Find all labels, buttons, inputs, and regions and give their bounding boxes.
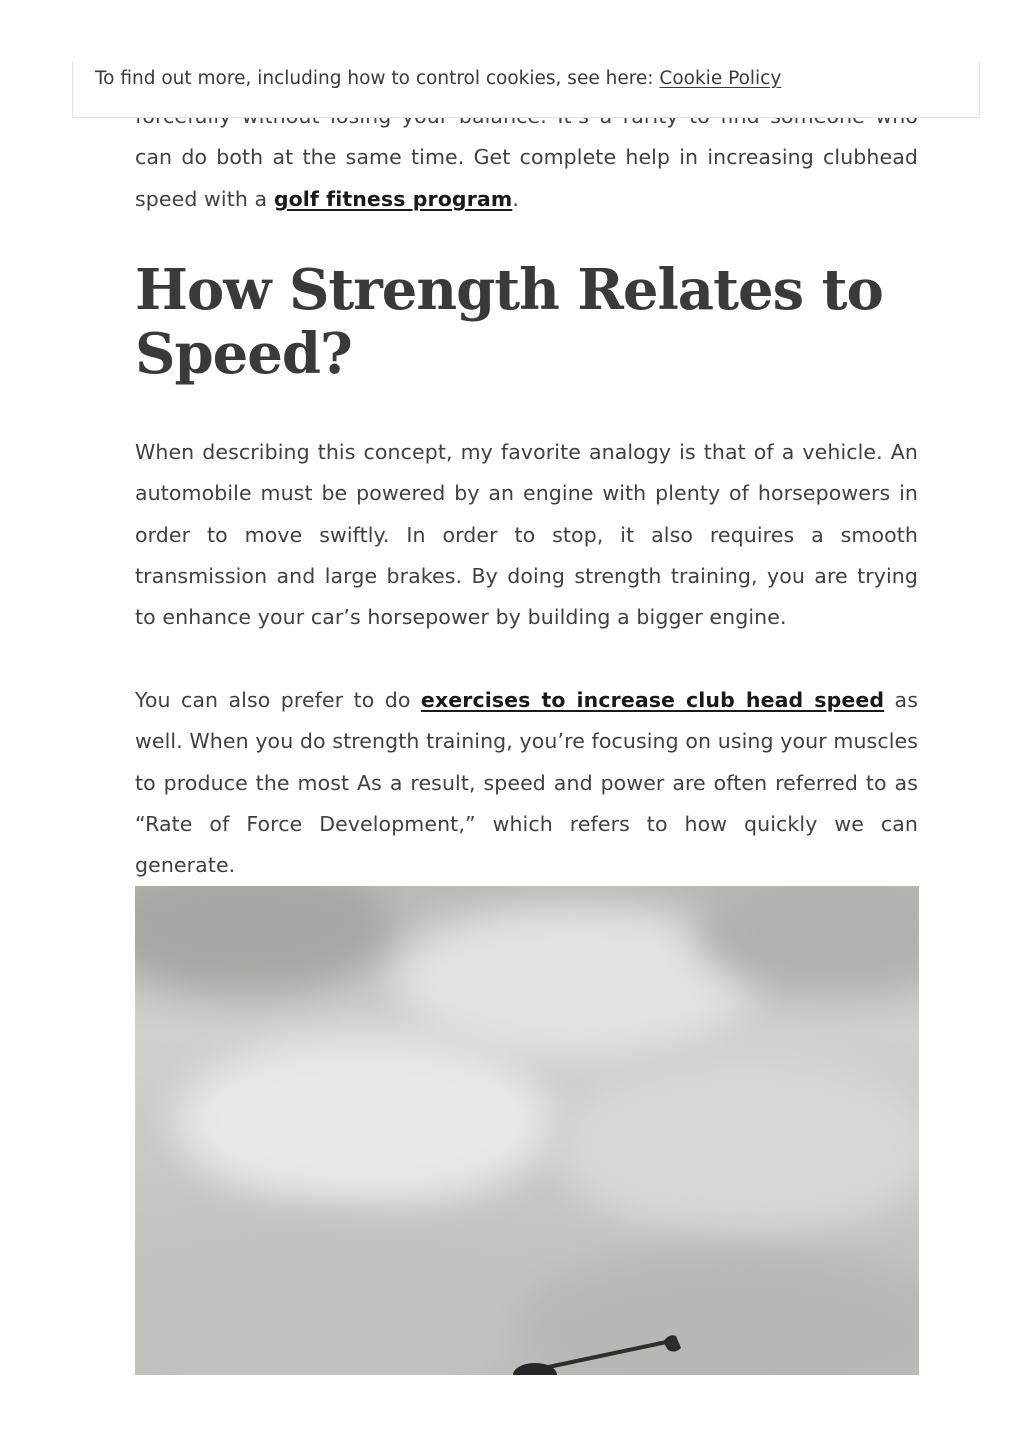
- club-head-speed-exercises-link[interactable]: exercises to increase club head speed: [420, 688, 885, 712]
- golf-club-icon: [135, 886, 919, 1375]
- exercises-text: You can also prefer to do: [135, 688, 421, 712]
- cookie-policy-link[interactable]: Cookie Policy: [659, 68, 782, 89]
- cookie-notice-message: To find out more, including how to control cookies, see here:: [95, 68, 660, 89]
- vehicle-analogy-paragraph: When describing this concept, my favorite analogy is that of a vehicle. An automobile must be powered by an engine with plenty of horsepowers in order to move swiftly. In order to stop, it also requires a smooth transmission and large brakes. By doing strength training, you are trying to enhance your car’s horsepower by building a bigger engine.: [135, 440, 918, 630]
- exercises-text-end: as well. When you do strength training, you’re focusing on using your muscles to produce the most As a result, speed and power are often referred to as “Rate of Force Development,” which refers to how quickly we can generate.: [135, 688, 918, 878]
- cookie-notice-text: [95, 68, 781, 89]
- golf-fitness-program-link[interactable]: golf fitness program: [273, 186, 513, 211]
- section-heading: How Strength Relates to Speed?: [135, 257, 883, 387]
- intro-text-end: .: [512, 186, 519, 211]
- golfer-photo: [135, 886, 919, 1375]
- cookie-notice-bar: [72, 62, 980, 118]
- exercises-paragraph: [135, 680, 918, 886]
- intro-text: can do both at the same time. Get complete help in increasing clubhead speed with a: [135, 145, 918, 211]
